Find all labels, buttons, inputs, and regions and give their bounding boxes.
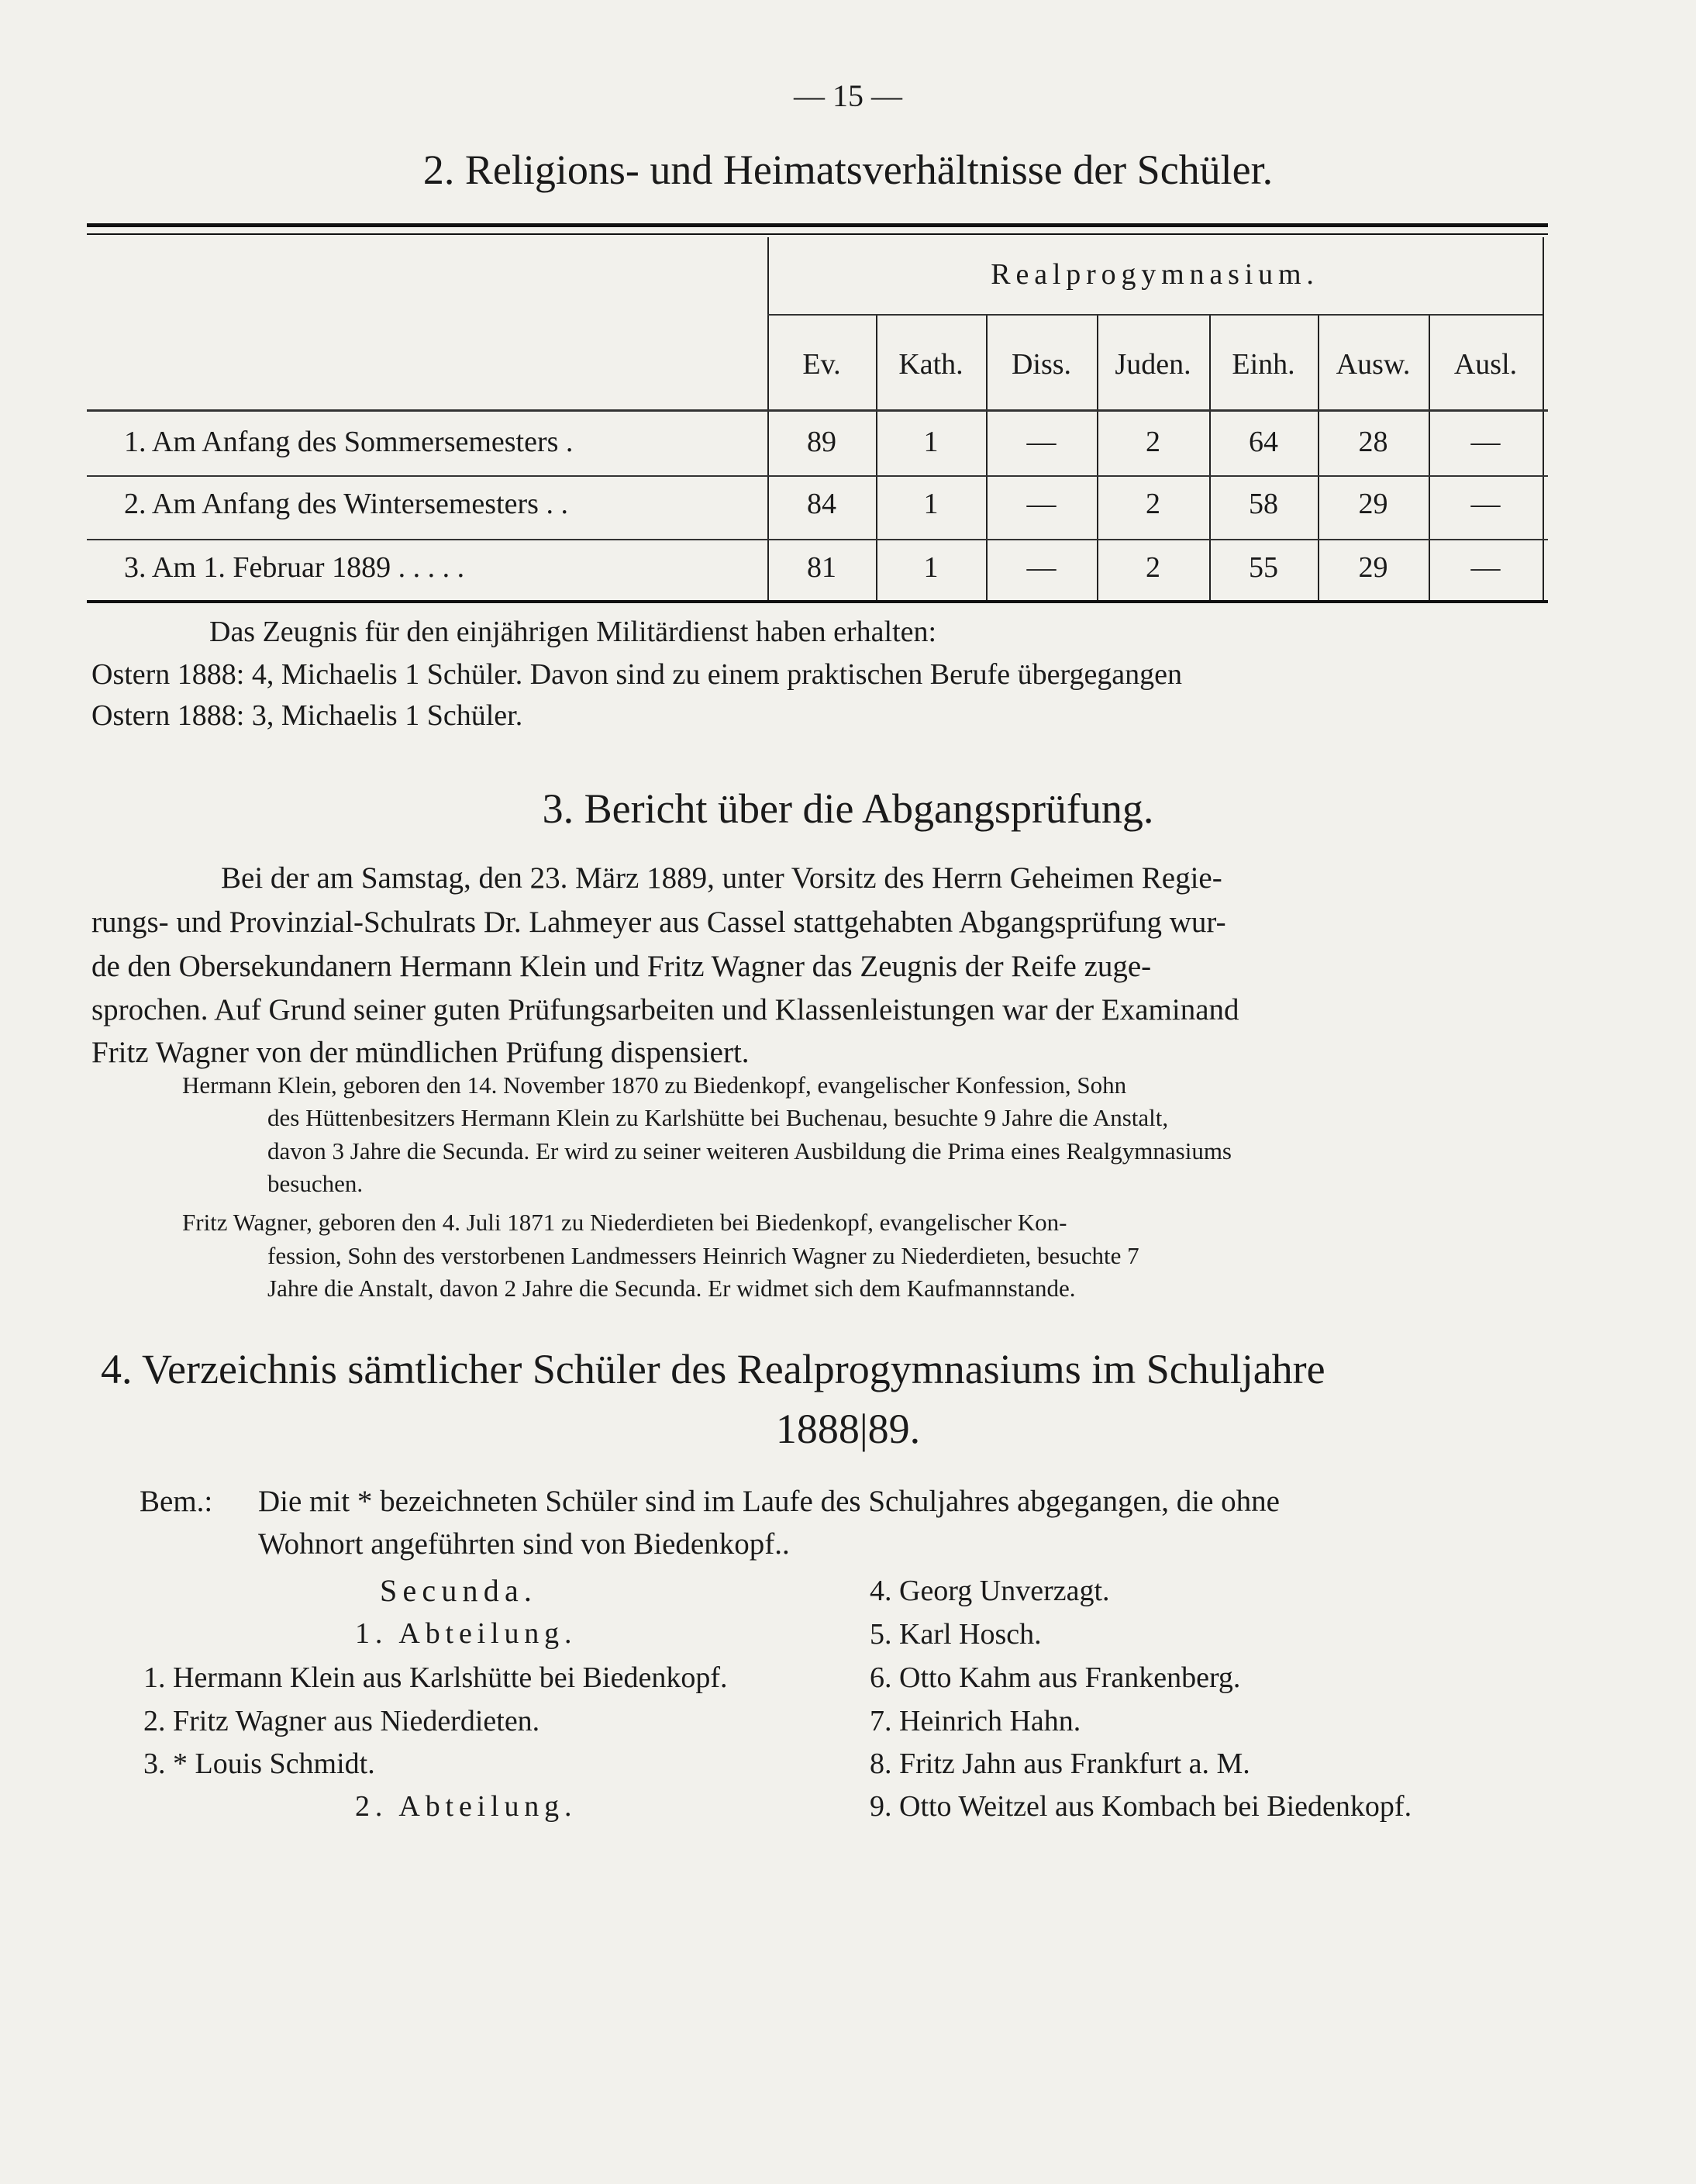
table-top-rule bbox=[87, 223, 1548, 235]
table-col-header: Juden. bbox=[1115, 348, 1191, 381]
table-cell: 29 bbox=[1358, 551, 1388, 584]
table-bottom-rule bbox=[87, 600, 1548, 603]
student-list-item: 3. * Louis Schmidt. bbox=[143, 1748, 375, 1780]
table-cell: — bbox=[1026, 488, 1057, 520]
table-cell: 89 bbox=[807, 426, 836, 458]
table-cell: — bbox=[1470, 426, 1501, 458]
table-cell: — bbox=[1470, 551, 1501, 584]
table-col-header: Ausl. bbox=[1453, 348, 1518, 381]
bio-line: besuchen. bbox=[267, 1170, 364, 1197]
table-row-label: 2. Am Anfang des Wintersemesters . . bbox=[124, 488, 568, 520]
note-line: Das Zeugnis für den einjährigen Militärdienst haben erhalten: bbox=[209, 616, 937, 648]
bio-line: Fritz Wagner, geboren den 4. Juli 1871 zu Niederdieten bei Biedenkopf, evangelischer Kon- bbox=[182, 1209, 1067, 1236]
student-list-item: 1. Hermann Klein aus Karlshütte bei Biedenkopf. bbox=[143, 1661, 728, 1694]
table-hline bbox=[87, 475, 1548, 477]
bem-line: Die mit * bezeichneten Schüler sind im Laufe des Schuljahres abgegangen, die ohne bbox=[258, 1485, 1280, 1518]
table-col-header: Ev. bbox=[802, 348, 841, 381]
student-list-item: 9. Otto Weitzel aus Kombach bei Biedenkopf. bbox=[870, 1790, 1412, 1823]
table-hline bbox=[87, 539, 1548, 540]
paragraph-line: Bei der am Samstag, den 23. März 1889, unter Vorsitz des Herrn Geheimen Regie- bbox=[221, 861, 1222, 895]
bem-label: Bem.: bbox=[140, 1485, 213, 1518]
page-number: — 15 — bbox=[794, 78, 902, 113]
bio-line: des Hüttenbesitzers Hermann Klein zu Karlshütte bei Buchenau, besuchte 9 Jahre die Anstalt, bbox=[267, 1104, 1169, 1131]
table-cell: — bbox=[1026, 426, 1057, 458]
section4-title: 4. Verzeichnis sämtlicher Schüler des Realprogymnasiums im Schuljahre bbox=[101, 1346, 1325, 1392]
table-cell: 58 bbox=[1249, 488, 1278, 520]
table-group-header: Realprogymnasium. bbox=[991, 258, 1319, 291]
student-list-item: 7. Heinrich Hahn. bbox=[870, 1705, 1081, 1737]
table-cell: 84 bbox=[807, 488, 836, 520]
table-cell: 28 bbox=[1358, 426, 1388, 458]
class-title: Secunda. bbox=[380, 1573, 538, 1608]
table-cell: 81 bbox=[807, 551, 836, 584]
student-list-item: 4. Georg Unverzagt. bbox=[870, 1575, 1110, 1607]
paragraph-line: sprochen. Auf Grund seiner guten Prüfungsarbeiten und Klassenleistungen war der Examinand bbox=[91, 993, 1239, 1026]
table-vline bbox=[1543, 237, 1544, 600]
note-line: Ostern 1888: 3, Michaelis 1 Schüler. bbox=[91, 699, 523, 732]
note-line: Ostern 1888: 4, Michaelis 1 Schüler. Davon sind zu einem praktischen Berufe übergegangen bbox=[91, 658, 1183, 691]
abteilung-heading: 1. Abteilung. bbox=[355, 1617, 577, 1650]
table-hline bbox=[87, 409, 1548, 412]
student-list-item: 8. Fritz Jahn aus Frankfurt a. M. bbox=[870, 1748, 1250, 1780]
table-cell: 64 bbox=[1249, 426, 1278, 458]
section4-title-year: 1888|89. bbox=[775, 1406, 921, 1452]
table-cell: 1 bbox=[923, 488, 939, 520]
student-list-item: 6. Otto Kahm aus Frankenberg. bbox=[870, 1661, 1241, 1694]
student-list-item: 2. Fritz Wagner aus Niederdieten. bbox=[143, 1705, 540, 1737]
table-cell: — bbox=[1470, 488, 1501, 520]
table-row-label: 1. Am Anfang des Sommersemesters . bbox=[124, 426, 574, 458]
table-vline bbox=[767, 237, 769, 600]
table-cell: 55 bbox=[1249, 551, 1278, 584]
table-col-header: Kath. bbox=[898, 348, 963, 381]
bio-line: Hermann Klein, geboren den 14. November 1870 zu Biedenkopf, evangelischer Konfession, Sohn bbox=[182, 1071, 1127, 1099]
table-cell: 1 bbox=[923, 426, 939, 458]
table-cell: 2 bbox=[1146, 488, 1160, 520]
bio-line: davon 3 Jahre die Secunda. Er wird zu seiner weiteren Ausbildung die Prima eines Realgymnasiums bbox=[267, 1137, 1232, 1164]
paragraph-line: Fritz Wagner von der mündlichen Prüfung dispensiert. bbox=[91, 1036, 750, 1069]
section3-title: 3. Bericht über die Abgangsprüfung. bbox=[542, 785, 1154, 832]
student-list-item: 5. Karl Hosch. bbox=[870, 1618, 1042, 1651]
table-col-header: Einh. bbox=[1232, 348, 1295, 381]
paragraph-line: de den Obersekundanern Hermann Klein und Fritz Wagner das Zeugnis der Reife zuge- bbox=[91, 950, 1152, 983]
section2-title: 2. Religions- und Heimatsverhältnisse der Schüler. bbox=[422, 147, 1274, 193]
abteilung-heading: 2. Abteilung. bbox=[355, 1790, 577, 1823]
bio-line: Jahre die Anstalt, davon 2 Jahre die Secunda. Er widmet sich dem Kaufmannstande. bbox=[267, 1275, 1076, 1302]
table-cell: 2 bbox=[1146, 551, 1160, 584]
table-col-header: Diss. bbox=[1011, 348, 1072, 381]
paragraph-line: rungs- und Provinzial-Schulrats Dr. Lahmeyer aus Cassel stattgehabten Abgangsprüfung wur- bbox=[91, 906, 1226, 939]
table-row-label: 3. Am 1. Februar 1889 . . . . . bbox=[124, 551, 465, 584]
table-hline bbox=[767, 314, 1543, 316]
table-cell: 29 bbox=[1358, 488, 1388, 520]
table-col-header: Ausw. bbox=[1336, 348, 1411, 381]
bio-line: fession, Sohn des verstorbenen Landmessers Heinrich Wagner zu Niederdieten, besuchte 7 bbox=[267, 1242, 1139, 1269]
table-cell: — bbox=[1026, 551, 1057, 584]
table-cell: 1 bbox=[923, 551, 939, 584]
table-cell: 2 bbox=[1146, 426, 1160, 458]
bem-line: Wohnort angeführten sind von Biedenkopf.. bbox=[258, 1527, 790, 1561]
